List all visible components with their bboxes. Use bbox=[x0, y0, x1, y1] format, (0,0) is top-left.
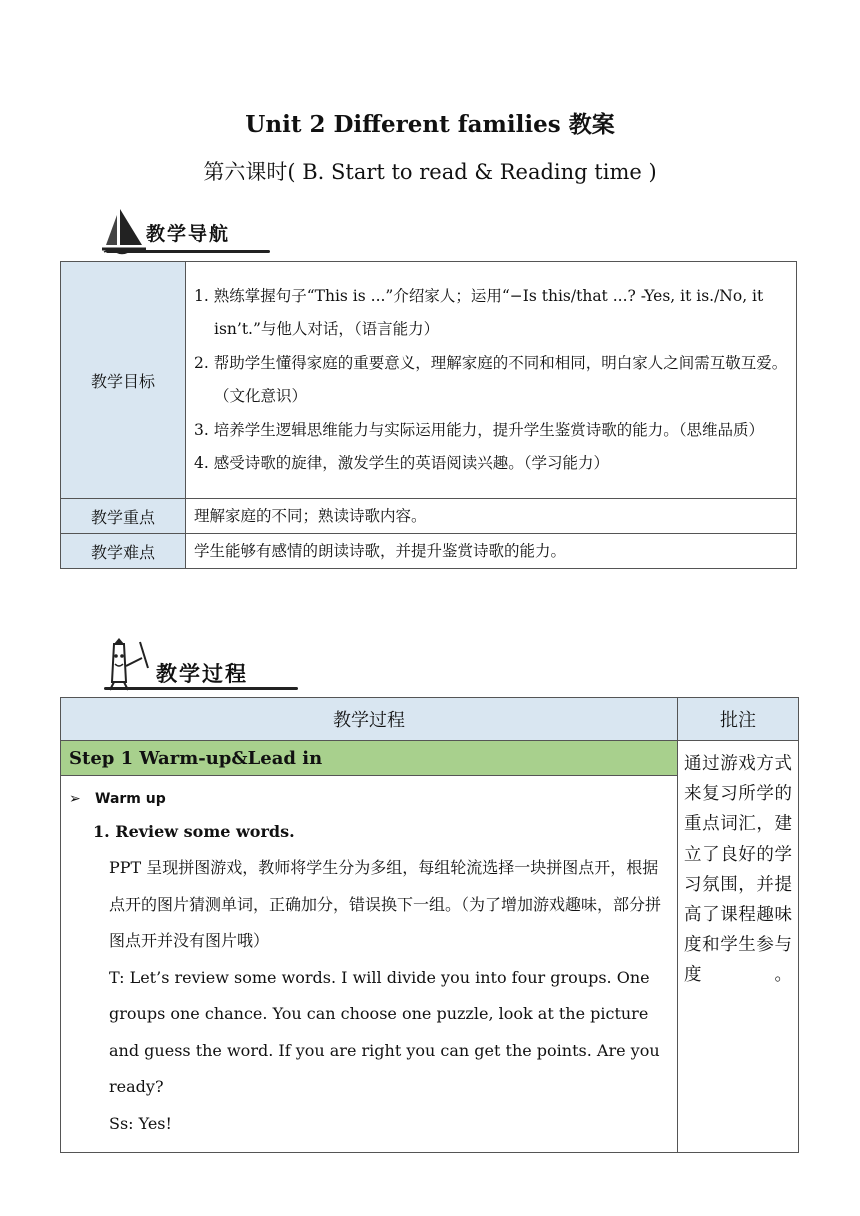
row-label-key-points: 教学重点 bbox=[61, 499, 186, 534]
table-row bbox=[61, 534, 797, 569]
banner-underline bbox=[106, 250, 270, 253]
annotation-cell: 通过游戏方式来复习所学的重点词汇，建立了良好的学习氛围，并提高了课程趣味度和学生参与度。 bbox=[678, 741, 799, 1153]
row-label-objectives: 教学目标 bbox=[61, 262, 186, 499]
column-header-note: 批注 bbox=[678, 698, 799, 741]
paragraph-en: T: Let’s review some words. I will divide you into four groups. One groups one chance. You can choose one puzzle, look at the picture and guess the word. If you are right you can get the points. Are you ready? bbox=[109, 967, 660, 1096]
lesson-subtitle: 第六课时( B. Start to read & Reading time ) bbox=[203, 160, 657, 184]
goals-table bbox=[60, 261, 797, 569]
bullet-label: Warm up bbox=[95, 791, 166, 807]
table-row bbox=[61, 741, 799, 776]
student-reply: Ss: Yes! bbox=[109, 1113, 172, 1133]
table-row bbox=[61, 262, 797, 499]
objective-item: 4. 感受诗歌的旋律，激发学生的英语阅读兴趣。（学习能力） bbox=[194, 454, 609, 472]
bullet-item bbox=[69, 784, 671, 814]
sub-heading: 1. Review some words. bbox=[93, 822, 295, 841]
table-header-row bbox=[61, 698, 799, 741]
objective-item: 3. 培养学生逻辑思维能力与实际运用能力，提升学生鉴赏诗歌的能力。（思维品质） bbox=[194, 420, 764, 439]
difficulties-cell: 学生能够有感情的朗读诗歌，并提升鉴赏诗歌的能力。 bbox=[186, 534, 797, 569]
step-title: Step 1 Warm-up&Lead in bbox=[61, 741, 678, 776]
column-header-process: 教学过程 bbox=[61, 698, 678, 741]
row-label-difficulties: 教学难点 bbox=[61, 534, 186, 569]
process-banner bbox=[100, 638, 300, 694]
sailboat-icon bbox=[100, 205, 150, 255]
document-title: Unit 2 Different families 教案 bbox=[245, 111, 615, 138]
paragraph-cn: PPT 呈现拼图游戏，教师将学生分为多组，每组轮流选择一块拼图点开，根据点开的图片猜测单词，正确加分，错误换下一组。（为了增加游戏趣味，部分拼图点开并没有图片哦） bbox=[109, 858, 662, 950]
key-points-cell: 理解家庭的不同；熟读诗歌内容。 bbox=[186, 499, 797, 534]
objectives-cell bbox=[186, 262, 797, 499]
process-banner-label: 教学过程 bbox=[156, 662, 248, 686]
process-table bbox=[60, 697, 799, 1153]
objective-item: 2. 帮助学生懂得家庭的重要意义，理解家庭的不同和相同，明白家人之间需互敬互爱。（文化意识） bbox=[194, 353, 788, 405]
nav-banner-label: 教学导航 bbox=[146, 223, 231, 245]
table-row bbox=[61, 499, 797, 534]
arrow-bullet-icon: ➢ bbox=[69, 791, 81, 807]
objective-item: 1. 熟练掌握句子“This is ...”介绍家人；运用“−Is this/that ...? -Yes, it is./No, it isn’t.”与他人对话，（语言能力） bbox=[194, 286, 764, 338]
banner-underline bbox=[104, 687, 298, 690]
step-content bbox=[61, 776, 678, 1153]
pencil-character-icon bbox=[100, 638, 154, 692]
nav-banner bbox=[100, 205, 272, 257]
